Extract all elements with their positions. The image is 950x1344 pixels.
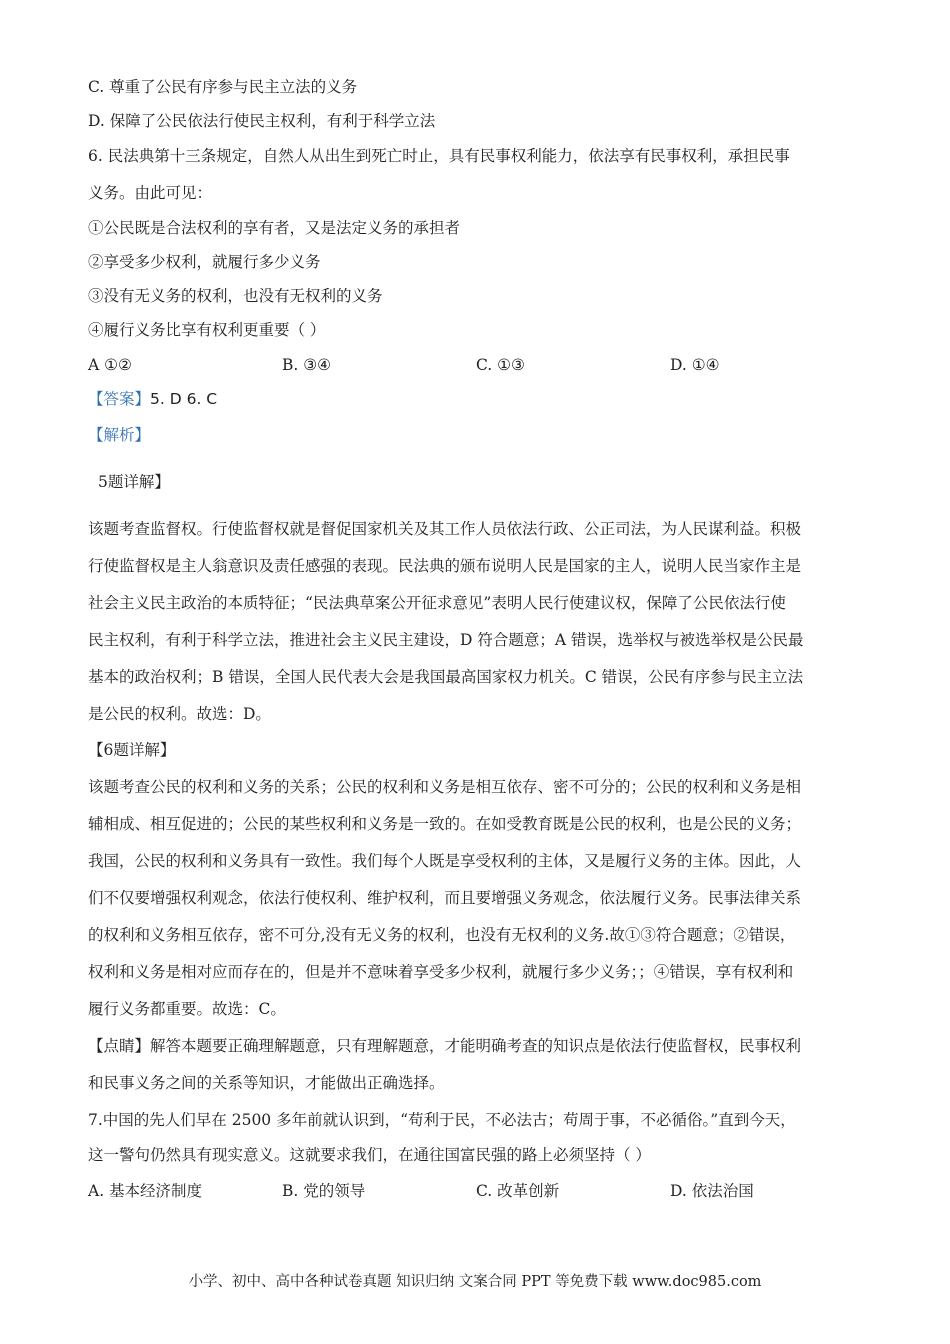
statement-3: ③没有无义务的权利，也没有无权利的义务 xyxy=(88,287,383,305)
page-footer: 小学、初中、高中各种试卷真题 知识归纳 文案合同 PPT 等免费下载 www.doc985.com xyxy=(188,1274,762,1290)
q5-line-5: 基本的政治权利；B 错误，全国人民代表大会是我国最高国家权力机关。C 错误，公民有序参与民主立法 xyxy=(88,668,804,686)
q6-line-2: 辅相成、相互促进的；公民的某些权利和义务是一致的。在如受教育既是公民的权利，也是公民的义务； xyxy=(88,815,802,833)
tip-row xyxy=(88,1036,801,1056)
tip-label: 【点睛】 xyxy=(88,1037,151,1055)
q5-line-2: 行使监督权是主人翁意识及责任感强的表现。民法典的颁布说明人民是国家的主人，说明人民当家作主是 xyxy=(88,557,802,575)
q5-line-3: 社会主义民主政治的本质特征；“民法典草案公开征求意见”表明人民行使建议权，保障了公民依法行使 xyxy=(88,594,786,612)
q7-option-a: A. 基本经济制度 xyxy=(88,1182,203,1200)
statement-2: ②享受多少权利，就履行多少义务 xyxy=(88,253,321,271)
answer-value: 5. D 6. C xyxy=(150,390,218,408)
q6-line-3: 我国，公民的权利和义务具有一致性。我们每个人既是享受权利的主体，又是履行义务的主体。因此，人 xyxy=(88,852,802,870)
q6-line-5: 的权利和义务相互依存，密不可分,没有无义务的权利，也没有无权利的义务.故①③符合题意；②错误， xyxy=(88,926,796,944)
q6-option-d: D. ①④ xyxy=(670,356,720,374)
question-6-stem-cont: 义务。由此可见： xyxy=(88,184,213,202)
question-6-stem: 6. 民法典第十三条规定，自然人从出生到死亡时止，具有民事权利能力，依法享有民事权利，承担民事 xyxy=(88,147,790,165)
q6-line-4: 们不仅要增强权利观念，依法行使权利、维护权利，而且要增强义务观念，依法履行义务。民事法律关系 xyxy=(88,889,802,907)
q7-option-c: C. 改革创新 xyxy=(476,1182,560,1200)
q6-option-a: A ①② xyxy=(88,356,132,374)
option-c-q5: C. 尊重了公民有序参与民主立法的义务 xyxy=(88,78,358,96)
q5-line-1: 该题考查监督权。行使监督权就是督促国家机关及其工作人员依法行政、公正司法，为人民谋利益。积极 xyxy=(88,520,802,538)
q6-option-c: C. ①③ xyxy=(476,356,525,374)
answer-row xyxy=(88,389,217,409)
answer-label: 【答案】 xyxy=(88,390,151,408)
q6-option-b: B. ③④ xyxy=(282,356,332,374)
q6-line-1: 该题考查公民的权利和义务的关系；公民的权利和义务是相互依存、密不可分的；公民的权利和义务是相 xyxy=(88,778,802,796)
statement-1: ①公民既是合法权利的享有者，又是法定义务的承担者 xyxy=(88,219,461,237)
q7-option-b: B. 党的领导 xyxy=(282,1182,366,1200)
q5-heading: 5题详解】 xyxy=(98,473,170,491)
q6-heading: 【6题详解】 xyxy=(88,741,176,759)
q5-line-4: 民主权利，有利于科学立法，推进社会主义民主建设，D 符合题意；A 错误，选举权与被选举权是公民最 xyxy=(88,631,804,649)
statement-4: ④履行义务比享有权利更重要（ ） xyxy=(88,321,326,339)
q7-option-d: D. 依法治国 xyxy=(670,1182,754,1200)
q6-line-6: 权利和义务是相对应而存在的，但是并不意味着享受多少权利，就履行多少义务；；④错误，享有权利和 xyxy=(88,963,794,981)
question-7-stem: 7.中国的先人们早在 2500 多年前就认识到，“苟利于民，不必法古；苟周于事，不必循俗。”直到今天， xyxy=(88,1111,796,1129)
analysis-label: 【解析】 xyxy=(88,426,151,444)
tip-line-2: 和民事义务之间的关系等知识，才能做出正确选择。 xyxy=(88,1074,445,1092)
option-d-q5: D. 保障了公民依法行使民主权利，有利于科学立法 xyxy=(88,112,436,130)
tip-line-1: 解答本题要正确理解题意，只有理解题意，才能明确考查的知识点是依法行使监督权，民事权利 xyxy=(150,1037,802,1055)
q6-line-7: 履行义务都重要。故选：C。 xyxy=(88,1000,286,1018)
question-7-stem-cont: 这一警句仍然具有现实意义。这就要求我们，在通往国富民强的路上必须坚持（ ） xyxy=(88,1146,651,1164)
q5-line-6: 是公民的权利。故选：D。 xyxy=(88,705,271,723)
